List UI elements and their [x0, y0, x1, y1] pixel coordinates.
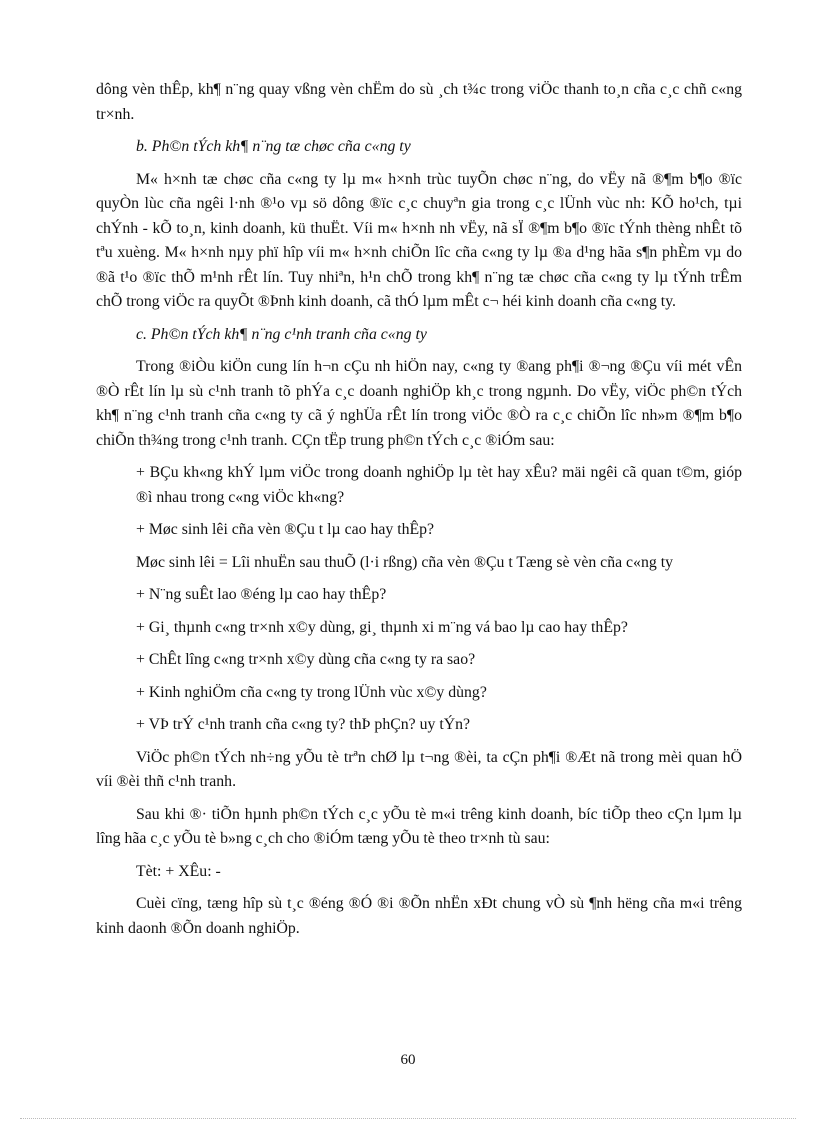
paragraph-competition: Trong ®iÒu kiÖn cung lín h¬n cÇu nh hiÖn nay, c«ng ty ®ang ph¶i ®¬ng ®Çu víi mét vÊn ®Ò rÊt lín lµ sù c¹nh tranh tõ phÝa c¸c doanh nghiÖp kh¸c trong ngµnh. Do vËy, viÖc ph©n tÝch kh¶ n¨ng c¹nh tranh cña c«ng ty cã ý nghÜa rÊt lín trong viÖc ®Ò ra c¸c chiÕn lîc nh»m ®¶m b¶o chiÕn th¾ng trong c¹nh tranh. CÇn tËp trung ph©n tÝch c¸c ®iÓm sau:: [96, 358, 742, 449]
footer-divider: [20, 1118, 796, 1119]
paragraph-relative: ViÖc ph©n tÝch nh÷ng yÕu tè trªn chØ lµ t¬ng ®èi, ta cÇn ph¶i ®Æt nã trong mèi quan hÖ víi ®èi thñ c¹nh tranh.: [96, 748, 742, 790]
list-item: + Kinh nghiÖm cña c«ng ty trong lÜnh vùc x©y dùng?: [136, 683, 487, 701]
paragraph-formula: Møc sinh lêi = Lîi nhuËn sau thuÕ (l·i rßng) cña vèn ®Çu t Tæng sè vèn cña c«ng ty: [136, 553, 673, 571]
paragraph-org-model: M« h×nh tæ chøc cña c«ng ty lµ m« h×nh trùc tuyÕn chøc n¨ng, do vËy nã ®¶m b¶o ®ïc quyÒn lùc cña ngêi l·nh ®¹o vµ sö dông ®ïc c¸c chuyªn gia trong c¸c lÜnh vùc nh: KÕ ho¹ch, tµi chÝnh - kÕ to¸n, kinh doanh, kü thuËt. Víi m« h×nh nh vËy, nã sÏ ®¶m b¶o ®ïc tÝnh thèng nhÊt tõ tªu xuèng. M« h×nh nµy phï hîp víi m« h×nh chiÕn lîc cña c«ng ty lµ ®a d¹ng hãa s¶n phÈm vµ do ®ã t¹o ®ïc thÕ m¹nh rÊt lín. Tuy nhiªn, h¹n chÕ trong kh¶ n¨ng tæ chøc cña c«ng ty lµ tÝnh trÊm chÕ trong viÖc ra quyÕt ®Þnh kinh doanh, cã thÓ lµm mÊt c¬ héi kinh doanh cña c«ng ty.: [96, 170, 742, 310]
list-item: + BÇu kh«ng khÝ lµm viÖc trong doanh nghiÖp lµ tèt hay xÊu? mäi ngêi cã quan t©m, gióp ®ì nhau trong c«ng viÖc kh«ng?: [136, 464, 742, 506]
section-heading-b: b. Ph©n tÝch kh¶ n¨ng tæ chøc cña c«ng ty: [136, 138, 411, 155]
list-item: + Gi¸ thµnh c«ng tr×nh x©y dùng, gi¸ thµnh xi m¨ng vá bao lµ cao hay thÊp?: [136, 618, 628, 636]
list-item: + ChÊt lîng c«ng tr×nh x©y dùng cña c«ng ty ra sao?: [136, 651, 476, 668]
section-heading-c: c. Ph©n tÝch kh¶ n¨ng c¹nh tranh cña c«ng ty: [136, 325, 427, 343]
list-item: + Møc sinh lêi cña vèn ®Çu t lµ cao hay thÊp?: [136, 521, 435, 538]
paragraph-legend: Tèt: + XÊu: -: [136, 862, 221, 880]
page-number: 60: [400, 1052, 416, 1068]
paragraph-scoring: Sau khi ®· tiÕn hµnh ph©n tÝch c¸c yÕu tè m«i trêng kinh doanh, bíc tiÕp theo cÇn lµm lµ lîng hãa c¸c yÕu tè b»ng c¸ch cho ®iÓm tæng yÕu tè theo tr×nh tù sau:: [96, 805, 742, 847]
paragraph-conclusion: Cuèi cïng, tæng hîp sù t¸c ®éng ®Ó ®i ®Õn nhËn xÐt chung vÒ sù ¶nh hëng cña m«i trêng kinh daonh ®Õn doanh nghiÖp.: [96, 895, 742, 937]
paragraph-intro: dông vèn thÊp, kh¶ n¨ng quay vßng vèn chËm do sù ¸ch t¾c trong viÖc thanh to¸n cña c¸c chñ c«ng tr×nh.: [96, 81, 742, 123]
list-item: + N¨ng suÊt lao ®éng lµ cao hay thÊp?: [136, 586, 387, 603]
list-item: + VÞ trÝ c¹nh tranh cña c«ng ty? thÞ phÇn? uy tÝn?: [136, 716, 471, 733]
document-body: [96, 78, 742, 949]
